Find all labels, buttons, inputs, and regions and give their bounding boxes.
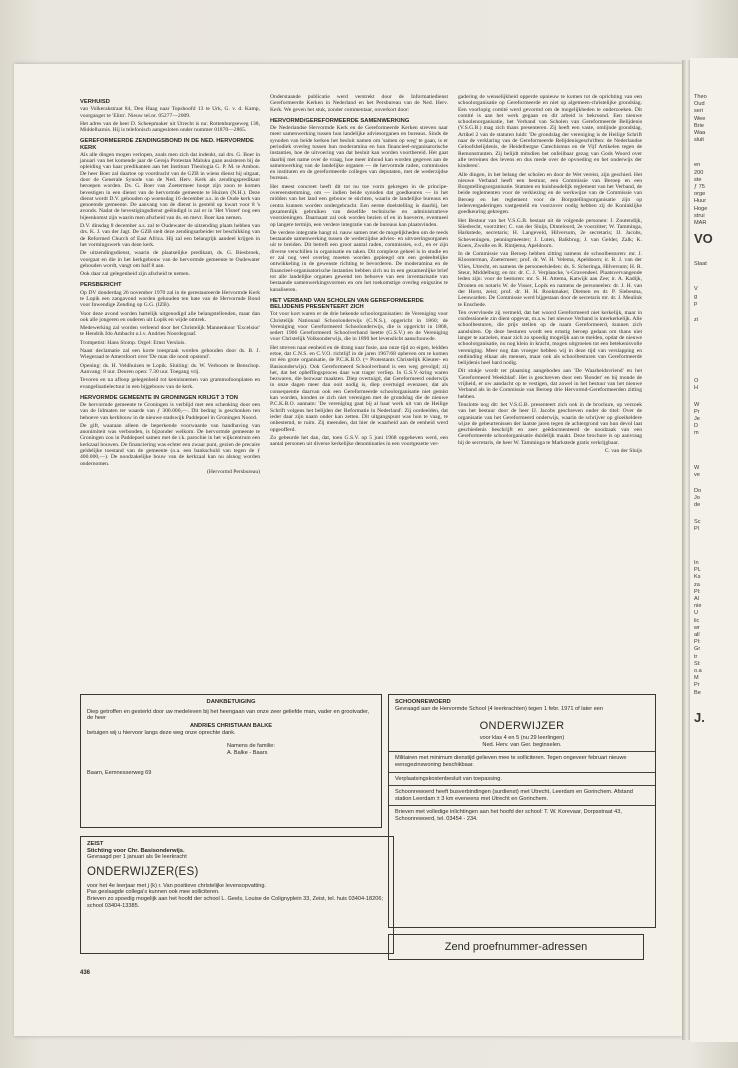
adjacent-page-text: strui — [694, 212, 705, 219]
signature: (Hervormd Persbureau) — [207, 468, 260, 475]
adjacent-page-text: Sc — [694, 518, 701, 525]
adjacent-page-text: g — [694, 293, 698, 300]
ad-name: ANDRIES CHRISTIAAN BALKE — [189, 722, 273, 729]
ad-text: voor het 4e leerjaar met j (k) r. Van positieve christelijke levensopvatting. — [87, 882, 266, 889]
adjacent-page-text: V — [694, 286, 698, 293]
paragraph: Het adres van de heer D. Scheepmaker uit Utrecht is nu: Rottenburgseweg 138, Middelharnis. Hij is telefonisch aangesloten onder nummer 01870—2865. — [80, 120, 260, 134]
adjacent-page-text: W — [694, 401, 700, 408]
zeist-vacancy-ad — [80, 836, 394, 954]
paragraph: Tenslotte nog dit: het V.S.G.B. presenteert zich ook in de brochure, op verzoek van het bestuur door de heer IJ. Jacobs geschreven onder de titel: Over de organisatie van het Gereformeerd onderwijs, waarin de schrijver op gloeiheldere wijze de gebeurtenissen der laatste jaren tegen de achtergrond van hun devol laat geschiedenis beschrijft en zeer geëdocmenteerd de noodzaak van een Gereformeerde schoolorganisatie duidelijk maakt. Deze brochure is op aanvraag bij de secretaris, de heer W. Tamminga te Markstede gratis verkrijgbaar. — [458, 401, 642, 446]
paragraph: Opening: ds. H. Veldhuizen te Lopik. Sluiting: ds. W. Verboom te Benschop. Aanvang: 8 uur. Deuren open: 7.30 uur. Toegang vrij. — [80, 362, 260, 375]
adjacent-page-text: orge — [694, 191, 706, 198]
adjacent-page-text: O — [694, 378, 699, 385]
adjacent-page-text: m — [694, 430, 699, 437]
column-3 — [458, 94, 642, 714]
adjacent-page-text: p — [694, 300, 698, 307]
ad-headline: ONDERWIJZER(ES) — [87, 865, 199, 878]
paragraph: Medewerking zal worden verleend door het Christelijk Mannenkoor 'Excelsior' te Hendrik Ido Ambacht o.l.v. Andries Noordegraaf. — [80, 325, 260, 338]
adjacent-page-text: Sl: — [694, 660, 701, 667]
paragraph: De hervormde gemeente te Groningen is verblijd met een schenking door een van de lidmaten ter waarde van ƒ 300.000,—. Dit bedrag is geschonken ten behoeve van kerkbouw in de nieuwe stadswijk Paddepoel in Groningen Noord. — [80, 402, 260, 421]
ad-org: Stichting voor Chr. Basisonderwijs. — [87, 847, 185, 854]
paragraph: Naast declamatie zal een korte toespraak worden gehouden door ds. B. J. Wiegeraad te Amersfoort over 'De man die nooit opstond'. — [80, 348, 260, 361]
paragraph: van Volkerakstraat 84, Den Haag naar Topshoofd 13 te Urk, G. v. d. Kamp, voorganger te 'Elim'. Nieuw tel.nr. 05277—2009. — [80, 106, 260, 119]
paragraph: Tevoren en na afloop gelegenheid tot kennisnemen van grammofoonplaten en evangelisatielectuur in een bijgebouw van de kerk. — [80, 377, 260, 390]
ad-text: Ned. Herv. van Ger. beginselen. — [482, 741, 562, 748]
column-2 — [270, 94, 448, 654]
adjacent-page-text: sluit — [694, 137, 704, 144]
adjacent-page-text: ste — [694, 176, 702, 183]
paragraph: De Nederlandse Hervormde Kerk en de Gereformeerde Kerken streven naar meer samenwerking tussen hun landelijke adviesorganen en bureaus. Sinds de synoden van beide kerken het besluit namen om 'samen op weg' te gaan, is er periodiek overleg tussen hun moderamina en hun financieel-organisatorische instanties, hoe de uitvoering van dat besluit kan worden voortbereid. Het gaat daarbij met name over de vraag, hoe meer inhoud kan worden gegeven aan de samenwerking van de landelijke organen — de hervormde raden, commissies en instituten en de gereformeerde colleges van deputaten, met de wederzijdse bureaus. — [270, 125, 448, 182]
paragraph: Zo gebeurde het dan, dat, toen G.S.V. op 5 juni 1968 opgeheven werd, een aantal personen uit diverse kerkelijke denominaties in een voortgezette ver- — [270, 434, 448, 448]
heading-samenwerking: HERVORMD/GEREFORMEERDE SAMENWERKING — [270, 117, 410, 124]
divider — [389, 751, 655, 752]
ad-title: ZEIST — [87, 841, 104, 847]
ad-address: Baarn, Eemnesserweg 69 — [87, 770, 152, 777]
dankbetuiging-ad — [80, 694, 382, 828]
ad-text: Verplaatsingskostenbesluit van toepassing. — [395, 775, 502, 782]
adjacent-page-text: Theo — [694, 94, 707, 100]
paragraph: Dit stukje wordt ter plaatsing aangeboden aan 'De Waarheidsvriend' en het 'Gereformeerd Weekblad'. Het is geschreven door een 'Bonder' en bij monde de vrijheid, er uw aandacht op te vestigen, dat zowel in het bestuur van het nieuwe Verband als in de Commissie van Beroep drie Hervormd-Gereformeerden zitting hebben. — [458, 368, 642, 400]
divider — [389, 785, 655, 786]
adjacent-page-text: Ks — [694, 574, 701, 581]
heading-persbericht: PERSBERICHT — [80, 282, 122, 289]
divider — [389, 805, 655, 806]
adjacent-page-text: zi — [694, 317, 699, 323]
paragraph: gadering de wenselijkheid opperde opnieuw te komen tot de oprichting van een schoolorganisatie op Gereformeerde en niet op algemeen-christelijke grondslag. Een voorlopig comité werd gevormd om de mogelijkheden te onderzoeken. Dit comité is aan het werk gegaan en dit arbeid is bekroond. Een nieuwe schoolenorganisatie, het Verband van Scholen van Gereformeerde Belijdenis (V.S.G.B.) mag zich thans presenteren. Zij heeft een vaste, omlijnde grondslag. Artikel 2 van de statuten luidt: 'De grondslag der vereniging is de Heilige Schrift naar de verklaring van de Gereformeerde Belijdenisgeschriften: de Nederlandse Geloofsbelijdenis, de Heidelbergse Catechismus en de Vijf Artikelen tegen de Remonstranten. Zij belijdt mitsdien het onfeilbaar gezag van Gods Woord over alle terreinen des levens en dus mede over de opvoeding en het onderwijs der kinderen'. — [458, 94, 642, 170]
adjacent-page-text: seri — [694, 108, 704, 115]
adjacent-page-text: za — [694, 581, 700, 588]
ad-text: betuigen wij u hiervoor langs deze weg onze oprechte dank. — [87, 730, 236, 737]
adjacent-page-text: nie — [694, 603, 702, 610]
ad-text: Diep getroffen en gesterkt door uw medeleven bij het heengaan van onze zeer geliefde man, vader en grootvader, de heer — [87, 708, 370, 722]
adjacent-page-text: Pl: — [694, 639, 701, 646]
page-number: 436 — [80, 970, 91, 976]
adjacent-page-text: Al — [694, 596, 699, 602]
paragraph: Het Bestuur van het V.S.G.B. bestaat uit de volgende personen: J. Zoutendijk, Sliedrecht, voorzitter; C. van der Sluijs, Dinteloord, 2e voorzitter; W. Tamminga, Harkstede, secretaris; H. Langeveld, Hilversum, 2e secretaris; IJ. Jacobs, Scheveningen, penningmeester; J. Luten, Balkbrug; J. van Gelder, Zalk; K. Koers, Zwolle en R. Rintjema, Apeldoorn. — [458, 217, 642, 249]
divider — [389, 772, 655, 773]
adjacent-page-text: H — [694, 385, 699, 392]
adjacent-page-text: Je — [694, 416, 700, 422]
ad-title: SCHOONREWOERD — [395, 699, 451, 705]
ad-text: Pas geslaagde collega's kunnen ook mee solliciteren. — [87, 889, 220, 896]
adjacent-page-text: Jo — [694, 495, 700, 502]
newspaper-page — [14, 64, 682, 1036]
schoonrewoerd-vacancy-ad — [388, 694, 656, 928]
adjacent-page-text: Gr — [694, 646, 701, 653]
adjacent-page-text: In — [694, 560, 699, 566]
ad-text: voor klas 4 en 5 (nu 29 leerlingen) — [479, 735, 565, 742]
adjacent-page-text: all — [694, 632, 700, 638]
adjacent-page-text: U — [694, 610, 699, 617]
ad-signature: A. Balke - Baars — [227, 749, 268, 756]
signature: C. van der Sluijs — [604, 448, 642, 455]
ad-title: DANKBETUIGING — [206, 699, 256, 705]
adjacent-page-text: o.a — [694, 668, 702, 674]
ad-headline: ONDERWIJZER — [479, 720, 565, 733]
paragraph: De uitzendingsdienst, waarin de plaatselijke predikant, ds. G. Biesbroek, voorgaat en die in het kerkgebouw van de hervormde gemeente te Oudewater gehouden wordt, vangt om half 8 aan. — [80, 250, 260, 269]
page-gutter — [682, 60, 690, 1040]
adjacent-page-text: Hoge — [694, 205, 708, 212]
ad-text: Brieven met volledige inlichtingen aan het hoofd der school: T. W. Korevaar, Dorpsstraat 43, Schoonrewoerd, tel. 03454 - 234. — [395, 809, 622, 822]
paragraph: D.V. dinsdag 8 december a.s. zal te Oudewater de uitzending plaats hebben van drs. K. J. van der Jagt. De GZB stelt deze zendingsarbeider ter beschikking van de Reformed Church of East Africa. Hij zal een belangrijk aandeel krijgen in het vormingswerk van deze kerk. — [80, 223, 260, 248]
ad-text: Militairen met minimum dienstijd gelieven mee te solliciteren. Tegen ongeveer februari nieuwe eensgezinswoning beschikbaar. — [395, 755, 627, 768]
paragraph: Het streven naar eenheid en de drang naar fusie, aan onze tijd zo eigen, leidden ertoe, dat C.N.S. en C.V.O. richtlijf in de jaren 1967/68 opheven om te komen tot één grote organisatie, de P.C.K.B.O. (= Protestants Christelijk Kleuter- en Basisonderwijs). Ook Gereformeerd Schoolverband is een weg gevolgd; zij het, dat het opheffingsproces daar wat trager verliep. In G.S.V.-kring waren bezwaren, die bezwaar maakten. Diep overtuigd, dat Gereformeerd onderwijs in onze dagen meer dan ooit nodig is, diep overtuigd evenzeer, dat als consequentie daarvan ook een Gereformeerde schoolorganisatie niet gemist kan worden, konden ze zich niet verenigen met de grondslag die de nieuwe P.C.K.B.O. aannam: 'De vereniging gaat bij al haar werk uit van de Heilige Schrift volgens het belijden der Reformatie in Nederland'. Zij oordeelden, dat ieder daar zijn naam onder kan zetten. Dit uitgangspunt was hun te vaag, te onbestemd, te ruim. Zij meenden, dat hier de waarheid aan de eenheid werd opgeofferd. — [270, 344, 448, 433]
proefnummer-banner: Zend proefnummer-adressen — [388, 934, 644, 960]
paragraph: Voor deze avond worden hartelijk uitgenodigd alle belangstellenden, maar dan ook alle jongeren en ouderen uit Lopik en wijde omtrek. — [80, 310, 260, 323]
adjacent-page-strip — [690, 58, 738, 1042]
paragraph: Ten overvloede zij vermeld, dat het woord Gereformeerd niet kerkelijk, maar in confessionele zin dient opgevat, m.a.w. het nieuwe Verband is interkerkelijk. Alle schoolbesturen, die prijs stellen op de naam Gereformeerd, kunnen zich aansluiten. Op deze besturen wordt een ernstig beroep gedaan om thans niet langer te aarzelen, maar zich zo spoedig mogelijk aan te melden, opdat de nieuwe schoolorganisatie, nu nog klein in kracht, mogen uitgroeien tot een betekenisvolle vereniging. Meer nog dan vroeger hebben wij in deze tijd van verslapping en ontbinding elkaar als mensen, maar ook als schoolbesturen van Gereformeerde belijdenis heel hard nodig. — [458, 309, 642, 367]
adjacent-page-text: lic — [694, 617, 700, 624]
adjacent-page-text: Waa — [694, 130, 706, 136]
adjacent-page-text: W — [694, 464, 700, 471]
adjacent-page-text: MAR — [694, 220, 707, 226]
adjacent-page-text: Pl: — [694, 588, 701, 595]
adjacent-page-text: D — [694, 423, 699, 430]
ad-text: Schoonrewoerd heeft busverbindingen (surdienst) met Utrecht, Leerdam en Gorinchem. Afstand station Leerdam ± 3 km eveneens met Utrecht en Gorinchem. — [395, 789, 633, 802]
adjacent-page-text: Slaat — [694, 261, 707, 268]
paragraph: Het meest concreet heeft dit tot nu toe vorm gekregen in de principe-overeenstemming, om — indien beide synoden dat goedkeuren — in het midden van het land een gebouw te stichten, waarin de landelijke bureaus en centra kunnen worden ondergebracht. Een eerste doelstelling is daarbij, het gezamenlijk gebruiken van dezelfde technische en administratieve voorzieningen. Daarnaast zal ook worden bezien of en in hoeverre, eventueel op langere termijn, een verdere integratie van de bureaus kan plaatsvinden. — [270, 183, 448, 228]
paragraph: De verdere integratie hangt nl. nauw samen met de mogelijkheden om de reeds bestaande samenwerking tussen de wederzijdse advies- en uitvoeringsorganen uit te breiden. Dit betreft een groot aantal raden, commissies, e.d., en er zijn diverse verschillen in organisatie en taken. Dit complexe geheel is in studie en er zal nog veel overleg moeten worden gepleegd om een gedeeltelijke ontwikkeling in de gewenste richting te bevorderen. De moderamina en de financieel-organisatorische instanties hebben zich nu in een gezamenlijke brief tot alle landelijke organen gewend ten behoeve van een inventarisatie van bestaande samenwerkingsvormen en om het toekomstige overleg enigszins te kanaliseren. — [270, 229, 448, 293]
adjacent-page-text: tr — [694, 653, 698, 660]
paragraph: Op DV donderdag 26 november 1970 zal in de gerestaureerde Hervormde Kerk te Lopik een zangavond worden gehouden ten bate van de Hervormde Bond voor Inwendige Zending op G.G. (IZB). — [80, 289, 260, 309]
adjacent-page-text: en — [694, 162, 701, 169]
adjacent-page-text: Brie — [694, 122, 704, 129]
paragraph: De gift, waaraan alleen de beperkende voorwaarde van handhaving van anonimiteit was verbonden, is bijzonder welkom. De hervormde gemeente te Groningen zou in Paddepoel samen met de r.k. parochie in het wijkcentrum een kerkzaal bouwen. De financiering was echter een zwaar punt, gezien de precaire geldelijke toestand van de gemeente (o.a. een bankschuld van tegen de ƒ 400.000,—). De noodzakelijke bouw van de kerkzaal kan nu alsnog worden ondernomen. — [80, 422, 260, 467]
paragraph: Trompetist: Hans Slomp. Orgel: Ernst Versluis. — [80, 339, 186, 346]
adjacent-page-text: J. — [694, 709, 705, 725]
paragraph: Alle dingen, in het belang der scholen en door de Wet vereist, zijn geschied. Het nieuwe Verband heeft een bestuur, een Commissie van Beroep en een Borgstellingsorganisatie. Statuten en huishoudelijk reglement van het Verband, de beide reglementen voor de verkiezing en de werkwijze van de Commissie van Beroep en het reglement voor de Borgstellingsorganisatie zijn op ledenvergaderingen vastgesteld en voorzover nodig hebben zij de Koninklijke goedkeuring gekregen. — [458, 171, 642, 216]
adjacent-page-text: Pr — [694, 682, 700, 689]
adjacent-page-text: VO — [694, 231, 713, 247]
paragraph: Onderstaande publicatie werd verstrekt door de Informatiedienst Gereformeerde Kerken in Nederland en het Persbureau van de Ned. Herv. Kerk. We geven het stuk, zonder commentaar, onverkort door: — [270, 94, 448, 113]
paragraph: In de Commissie van Beroep hebben zitting namens de schoolbesturen: mr. J. Kloosterman, Zoetermeer; prof. dr. W. H. Velema, Apeldoorn; ir. B. J. van der Vlies, Utrecht, en namens de personeelsleden: ds. S. Scheringa, Hilversum; H. R. Steur, Middelburg; en mr. dr. C. J. Verplancke, 's-Gravendeel. Plaatsvervangende leden zijn: voor de besturen: mr. S. H. Attema, Katwijk aan Zee; ir. A. Kadijk, Dronten en notaris W. de Visser, Lopik en namens de personeelen: dr. J. H. van der Horst, zeist; prof. dr. H. H. Rookmaker, Diemen en dr. P. Siebesma, Leeuwarden. De Commissie werd bijgestaan door de secretaris mr. dr. J. Meulink te Enschede. — [458, 251, 642, 308]
heading-zendingsbond: GEREFORMEERDE ZENDINGSBOND IN DE NED. HERVORMDE KERK — [80, 138, 254, 151]
paragraph: Tot voor kort waren er de drie bekende schoolorganisaties: de Vereniging voor Christelijk Nationaal Schoolonderwijs (C.N.S.), opgericht in 1860; de Vereniging voor Gereformeerd Schoolonderwijs, die is opgericht in 1868, sedert 1906 Gereformeerd Schoolverband heette (G.S.V.) en de Vereniging voor Christelijk Volksonderwijs, die in 1890 het levenslicht aanschouwde. — [270, 311, 448, 343]
paragraph: Als alle dingen mogen verlopen, zoals men zich dat indenkt, zal drs. G. Boer in januari van het komende jaar de Gereja Protestan Maluku gaan assisteren bij de opleiding van haar predikanten aan het Instituut Theologia G. P. M. te Ambon. De heer Boer zal daartoe op voordracht van de GZB in wiens dienst hij uitgaat, door de Generale Synode van de Ned. Herv. Kerk als zendingspredikant beroepen worden. Ds. G. Boer van Zoetermeer hoopt zijn zoon te komen bevestigen in een dienst van de hervormde gemeente te Huizen (N.H.). Deze dienst wordt D.V. gehouden op woensdag 16 december a.s. in de Oude kerk van genoemde gemeente. De aanvang van de dienst is gesteld op kwart voor 8 's avonds. Nadat de bevestigingsdienst geëindigd is zal er in 'Het Visnet' nog een bijeenkomst zijn waarin men afscheid van ds. en mevr. Boer kan nemen. — [80, 151, 260, 221]
paragraph: Ook daar zal gelegenheid zijn afscheid te nemen. — [80, 271, 190, 278]
adjacent-page-text: Huur — [694, 198, 707, 205]
ad-signature: Namens de familie: — [227, 742, 275, 749]
adjacent-page-text: M — [694, 675, 699, 682]
adjacent-page-text: Pl — [694, 525, 699, 532]
adjacent-page-text: ve — [694, 471, 700, 478]
adjacent-page-text: Pr — [694, 408, 700, 415]
adjacent-page-text: 200 — [694, 169, 704, 176]
adjacent-page-text: ƒ 75 — [694, 184, 705, 190]
heading-scholen: HET VERBAND VAN SCHOLEN VAN GEREFORMEERDE BELIJDENIS PRESENTEERT ZICH — [270, 297, 424, 311]
ad-text: Gevraagd per 1 januari als 9e leerkracht — [87, 854, 187, 861]
ad-text: Brieven zo spoedig mogelijk aan het hoofd der school L. Geels, Louise de Colignyplein 33, Zeist, tel. huis 03404-18206; school 03404-13385. — [87, 895, 384, 909]
adjacent-page-text: Oud — [694, 101, 705, 108]
adjacent-page-text: PL — [694, 567, 701, 574]
adjacent-page-text: wr — [694, 624, 700, 631]
ad-text: Gevraagd aan de Hervormde School (4 leerkrachten) tegen 1 febr. 1971 of later een — [395, 705, 604, 712]
adjacent-page-text: Be — [694, 689, 701, 696]
adjacent-page-text: Wee — [694, 115, 706, 122]
adjacent-page-text: de — [694, 502, 701, 509]
column-1 — [80, 94, 260, 654]
heading-groningen: HERVORMDE GEMEENTE IN GRONINGEN KRIJGT 3 TON — [80, 394, 238, 401]
heading-verhuisd: VERHUISD — [80, 99, 110, 105]
adjacent-page-text: Do — [694, 488, 702, 494]
